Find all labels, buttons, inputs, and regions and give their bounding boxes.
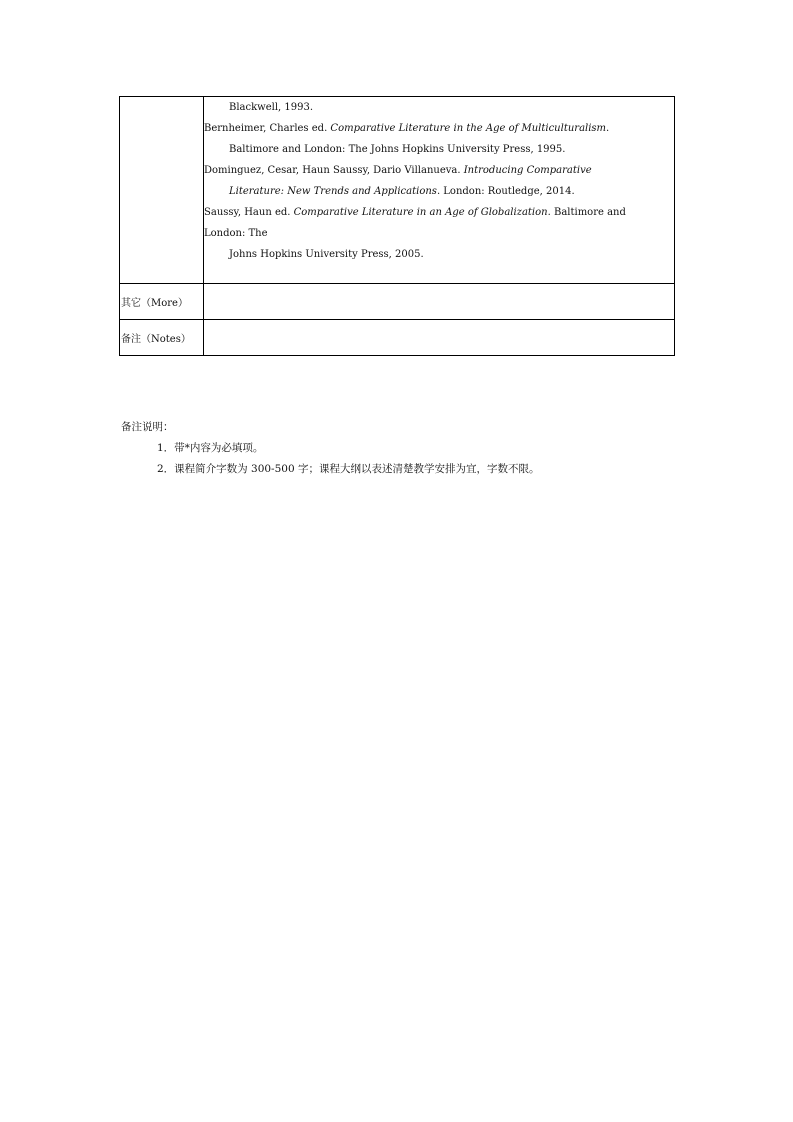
references-content-cell (204, 97, 675, 284)
reference-text: Baltimore and London: The Johns Hopkins University Press, 1995. (229, 144, 566, 155)
reference-line (204, 160, 674, 181)
reference-list (204, 97, 674, 265)
reference-line (204, 97, 674, 118)
reference-title: Introducing Comparative (463, 165, 592, 176)
reference-line (204, 202, 674, 223)
reference-text: Dominguez, Cesar, Haun Saussy, Dario Villanueva. (204, 165, 464, 176)
references-row (120, 97, 675, 284)
reference-title: Comparative Literature in the Age of Multiculturalism (330, 123, 607, 134)
course-info-table (119, 96, 675, 356)
notes-content (204, 320, 675, 356)
reference-title: Comparative Literature in an Age of Globalization (293, 207, 548, 218)
reference-text: . (606, 123, 610, 134)
notes-item: 1．带*内容为必填项。 (157, 442, 264, 454)
notes-explanation-title: 备注说明： (121, 421, 174, 433)
reference-line (204, 244, 674, 265)
notes-row (120, 320, 675, 356)
reference-text: Saussy, Haun ed. (204, 207, 294, 218)
reference-text: Blackwell, 1993. (229, 102, 314, 113)
notes-item: 2．课程简介字数为 300-500 字；课程大纲以表述清楚教学安排为宜，字数不限。 (157, 463, 540, 475)
reference-line (204, 118, 674, 139)
reference-text: London: The (204, 228, 268, 239)
reference-text: Bernheimer, Charles ed. (204, 123, 331, 134)
reference-line (204, 181, 674, 202)
notes-explanation (121, 417, 540, 480)
reference-line (204, 223, 674, 244)
reference-line (204, 139, 674, 160)
reference-text: . London: Routledge, 2014. (436, 186, 575, 197)
reference-text: . Baltimore and (547, 207, 626, 218)
notes-label: 备注（Notes） (120, 320, 204, 356)
reference-text: Johns Hopkins University Press, 2005. (229, 249, 424, 260)
more-content (204, 284, 675, 320)
more-row (120, 284, 675, 320)
references-label-cell (120, 97, 204, 284)
more-label: 其它（More） (120, 284, 204, 320)
reference-title: Literature: New Trends and Applications (229, 186, 437, 197)
